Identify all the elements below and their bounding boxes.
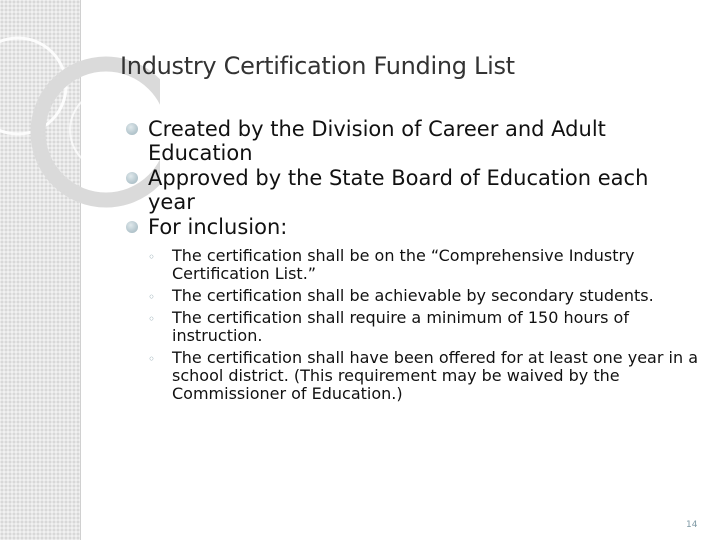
page-number: 14 [686, 520, 698, 530]
bullet-dot-icon [126, 221, 138, 233]
sub-bullet-item [148, 349, 698, 403]
bullet-list [126, 117, 698, 403]
slide-title: Industry Certification Funding List [120, 52, 515, 80]
sub-bullet-text: The certification shall have been offered for at least one year in a school district. (This requirement may be waived by the Commissioner of Education.) [172, 348, 698, 403]
sub-bullet-list [148, 247, 698, 403]
bullet-text: Created by the Division of Career and Adult Education [148, 117, 606, 165]
sub-bullet-item [148, 247, 698, 283]
ring-bullet-icon: ◦ [148, 312, 156, 326]
bullet-dot-icon [126, 172, 138, 184]
ring-bullet-icon: ◦ [148, 290, 156, 304]
ring-bullet-icon: ◦ [148, 250, 156, 264]
bullet-text: For inclusion: [148, 215, 288, 239]
sub-bullet-text: The certification shall be on the “Comprehensive Industry Certification List.” [172, 246, 635, 283]
sub-bullet-text: The certification shall require a minimum of 150 hours of instruction. [172, 308, 629, 345]
bullet-item [126, 215, 698, 403]
sub-bullet-item [148, 287, 698, 305]
bullet-text: Approved by the State Board of Education each year [148, 166, 649, 214]
slide-content [126, 117, 698, 407]
bullet-dot-icon [126, 123, 138, 135]
sub-bullet-item [148, 309, 698, 345]
bullet-item [126, 166, 698, 214]
bullet-item [126, 117, 698, 165]
sub-bullet-text: The certification shall be achievable by secondary students. [172, 286, 654, 305]
ring-bullet-icon: ◦ [148, 352, 156, 366]
